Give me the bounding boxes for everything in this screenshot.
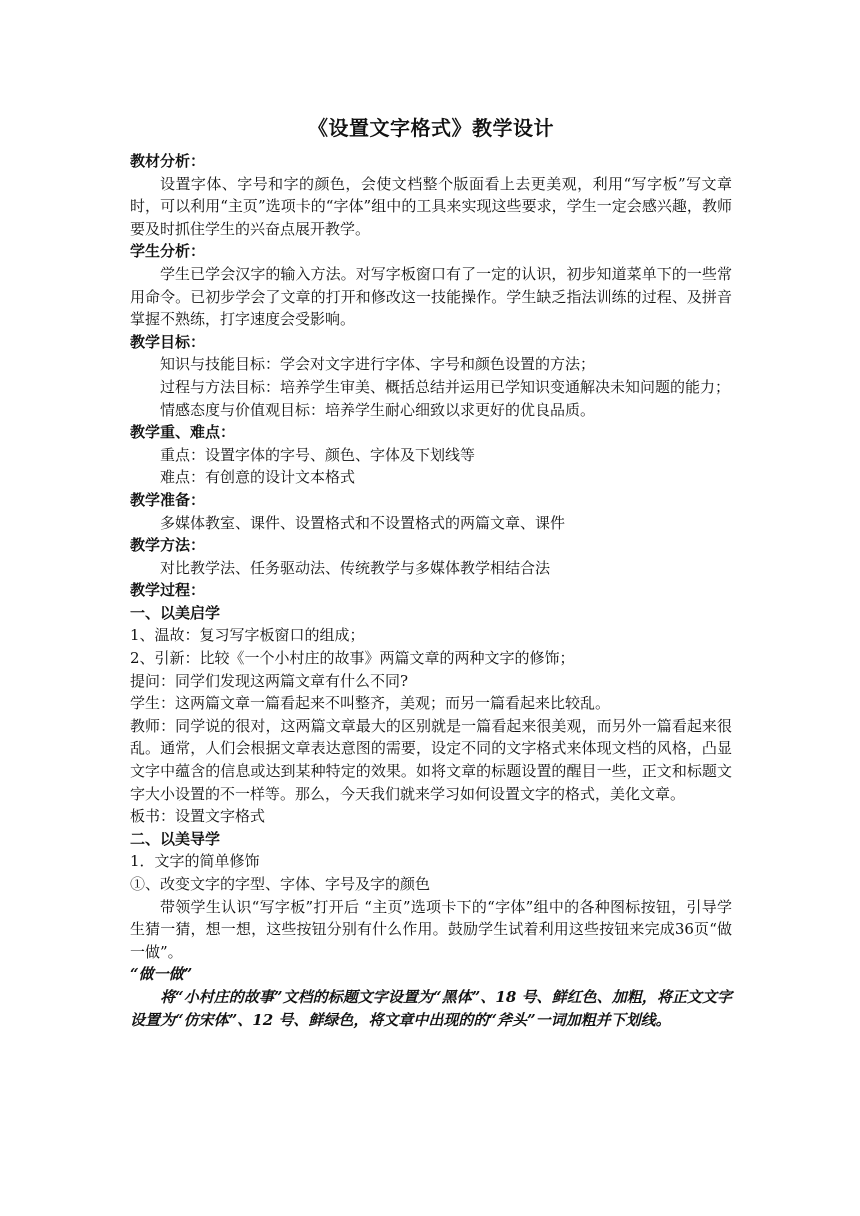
process-board: 板书：设置文字格式 [130, 807, 266, 826]
process-question: 提问：同学们发现这两篇文章有什么不同? [130, 671, 409, 690]
student-text: 学生已学会汉字的输入方法。对写字板窗口有了一定的认识，初步知道菜单下的一些常用命令。已初步学会了文章的打开和修改这一技能操作。学生缺乏指法训练的过程、及拼音掌握不熟练，打字速度会受影响。 [130, 264, 732, 329]
keypoints-heading: 教学重、难点： [130, 423, 236, 442]
keypoint-key: 重点：设置字体的字号、颜色、字体及下划线等 [160, 445, 476, 464]
process-sub1: 1．文字的简单修饰 [130, 852, 260, 871]
process-student-answer: 学生：这两篇文章一篇看起来不叫整齐，美观；而另一篇看起来比较乱。 [130, 694, 611, 713]
material-text: 设置字体、字号和字的颜色，会使文档整个版面看上去更美观，利用“写字板”写文章时，可以利用“主页”选项卡的“字体”组中的工具来实现这些要求，学生一定会感兴趣，教师要及时抓住学生的兴奋点展开教学。 [130, 174, 732, 238]
part2-heading: 二、以美导学 [130, 829, 221, 848]
goals-heading: 教学目标： [130, 332, 206, 351]
method-heading: 教学方法： [130, 536, 206, 555]
document-title: 《设置文字格式》教学设计 [308, 116, 554, 140]
process-intro: 2、引新：比较《一个小村庄的故事》两篇文章的两种文字的修饰； [130, 649, 575, 668]
goal-emotion: 情感态度与价值观目标：培养学生耐心细致以求更好的优良品质。 [160, 400, 596, 419]
process-sub1a: ①、改变文字的字型、字体、字号及字的颜色 [130, 875, 431, 893]
doit-label: “做一做” [130, 965, 193, 984]
process-heading: 教学过程： [130, 581, 206, 600]
doit-text: 将“小村庄的故事”文档的标题文字设置为“黑体”、18 号、鲜红色、加粗，将正文文字设置为“仿宋体”、12 号、鲜绿色，将文章中出现的的“斧头”一词加粗并下划线。 [130, 987, 732, 1029]
process-guide: 带领学生认识“写字板”打开后 “主页”选项卡下的“字体”组中的各种图标按钮，引导学生猜一猜，想一想，这些按钮分别有什么作用。鼓励学生试着利用这些按钮来完成36页“做一做”。 [130, 897, 732, 961]
student-heading: 学生分析： [130, 242, 206, 261]
process-teacher: 教师：同学说的很对，这两篇文章最大的区别就是一篇看起来很美观，而另外一篇看起来很乱。通常，人们会根据文章表达意图的需要，设定不同的文字格式来体现文档的风格，凸显文字中蕴含的信息或达到某种特定的效果。如将文章的标题设置的醒目一些，正文和标题文字大小设置的不一样等。那么，今天我们就来学习如何设置文字的格式，美化文章。 [130, 716, 732, 803]
document-page [130, 114, 732, 1031]
part1-heading: 一、以美启学 [130, 603, 221, 622]
prep-heading: 教学准备： [130, 490, 206, 509]
method-text: 对比教学法、任务驱动法、传统教学与多媒体教学相结合法 [160, 558, 551, 577]
goal-process: 过程与方法目标：培养学生审美、概括总结并运用已学知识变通解决未知问题的能力； [160, 377, 731, 396]
keypoint-difficult: 难点：有创意的设计文本格式 [160, 468, 356, 487]
material-heading: 教材分析： [130, 152, 206, 170]
goal-knowledge: 知识与技能目标：学会对文字进行字体、字号和颜色设置的方法； [160, 355, 596, 374]
process-review: 1、温故：复习写字板窗口的组成； [130, 626, 365, 645]
prep-text: 多媒体教室、课件、设置格式和不设置格式的两篇文章、课件 [160, 513, 566, 532]
